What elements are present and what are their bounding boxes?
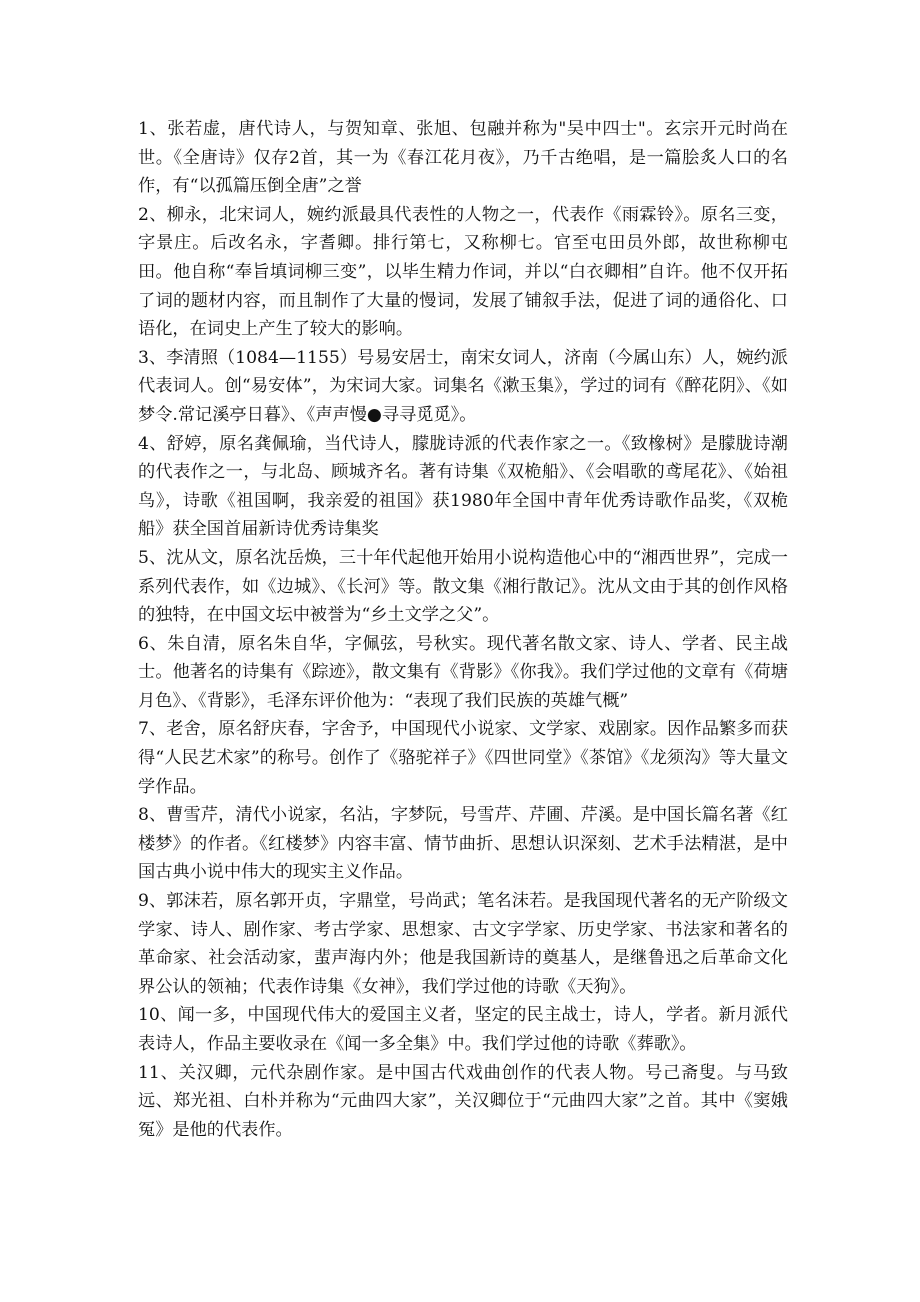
entry-guo-moruo: 9、郭沫若，原名郭开贞，字鼎堂，号尚武；笔名沫若。是我国现代著名的无产阶级文学家、诗人、剧作家、考古学家、思想家、古文字学家、历史学家、书法家和著名的革命家、社会活动家，蜚声海内外；他是我国新诗的奠基人，是继鲁迅之后革命文化界公认的领袖；代表作诗集《女神》，我们学过他的诗歌《天狗》。: [138, 891, 788, 997]
entry-liu-yong: 2、柳永，北宋词人，婉约派最具代表性的人物之一，代表作《雨霖铃》。原名三变，字景庄。后改名永，字耆卿。排行第七，又称柳七。官至屯田员外郎，故世称柳屯田。他自称“奉旨填词柳三变”，以毕生精力作词，并以“白衣卿相”自许。他不仅开拓了词的题材内容，而且制作了大量的慢词，发展了铺叙手法，促进了词的通俗化、口语化，在词史上产生了较大的影响。: [138, 204, 788, 340]
entry-shen-congwen: 5、沈从文，原名沈岳焕，三十年代起他开始用小说构造他心中的“湘西世界”，完成一系列代表作，如《边城》、《长河》等。散文集《湘行散记》。沈从文由于其的创作风格的独特，在中国文坛中被誉为“乡土文学之父”。: [138, 547, 788, 626]
entry-zhang-ruoxu: 1、张若虚，唐代诗人，与贺知章、张旭、包融并称为"吴中四士"。玄宗开元时尚在世。《全唐诗》仅存2首，其一为《春江花月夜》，乃千古绝唱，是一篇脍炙人口的名作，有“以孤篇压倒全唐”之誉: [138, 119, 788, 197]
document-body: [138, 115, 788, 1144]
entry-shu-ting: 4、舒婷，原名龚佩瑜，当代诗人，朦胧诗派的代表作家之一。《致橡树》是朦胧诗潮的代表作之一，与北岛、顾城齐名。著有诗集《双桅船》、《会唱歌的鸢尾花》、《始祖鸟》，诗歌《祖国啊，我亲爱的祖国》获1980年全国中青年优秀诗歌作品奖，《双桅船》获全国首届新诗优秀诗集奖: [138, 433, 788, 540]
entry-li-qingzhao: 3、李清照（1084—1155）号易安居士，南宋女词人，济南（今属山东）人，婉约派代表词人。创“易安体”，为宋词大家。词集名《漱玉集》，学过的词有《醉花阴》、《如梦令.常记溪亭日暮》、《声声慢●寻寻觅觅》。: [138, 347, 788, 425]
entry-cao-xueqin: 8、曹雪芹，清代小说家，名沾，字梦阮，号雪芹、芹圃、芹溪。是中国长篇名著《红楼梦》的作者。《红楼梦》内容丰富、情节曲折、思想认识深刻、艺术手法精湛，是中国古典小说中伟大的现实主义作品。: [138, 805, 788, 883]
entry-lao-she: 7、老舍，原名舒庆春，字舍予，中国现代小说家、文学家、戏剧家。因作品繁多而获得“人民艺术家”的称号。创作了《骆驼祥子》《四世同堂》《茶馆》《龙须沟》等大量文学作品。: [138, 719, 788, 797]
entry-zhu-ziqing: 6、朱自清，原名朱自华，字佩弦，号秋实。现代著名散文家、诗人、学者、民主战士。他著名的诗集有《踪迹》，散文集有《背影》《你我》。我们学过他的文章有《荷塘月色》、《背影》，毛泽东评价他为：“表现了我们民族的英雄气概”: [138, 633, 788, 711]
entry-guan-hanqing: 11、关汉卿，元代杂剧作家。是中国古代戏曲创作的代表人物。号己斋叟。与马致远、郑光祖、白朴并称为“元曲四大家”，关汉卿位于“元曲四大家”之首。其中《窦娥冤》是他的代表作。: [138, 1062, 788, 1140]
entry-wen-yiduo: 10、闻一多，中国现代伟大的爱国主义者，坚定的民主战士，诗人，学者。新月派代表诗人，作品主要收录在《闻一多全集》中。我们学过他的诗歌《葬歌》。: [138, 1005, 788, 1054]
